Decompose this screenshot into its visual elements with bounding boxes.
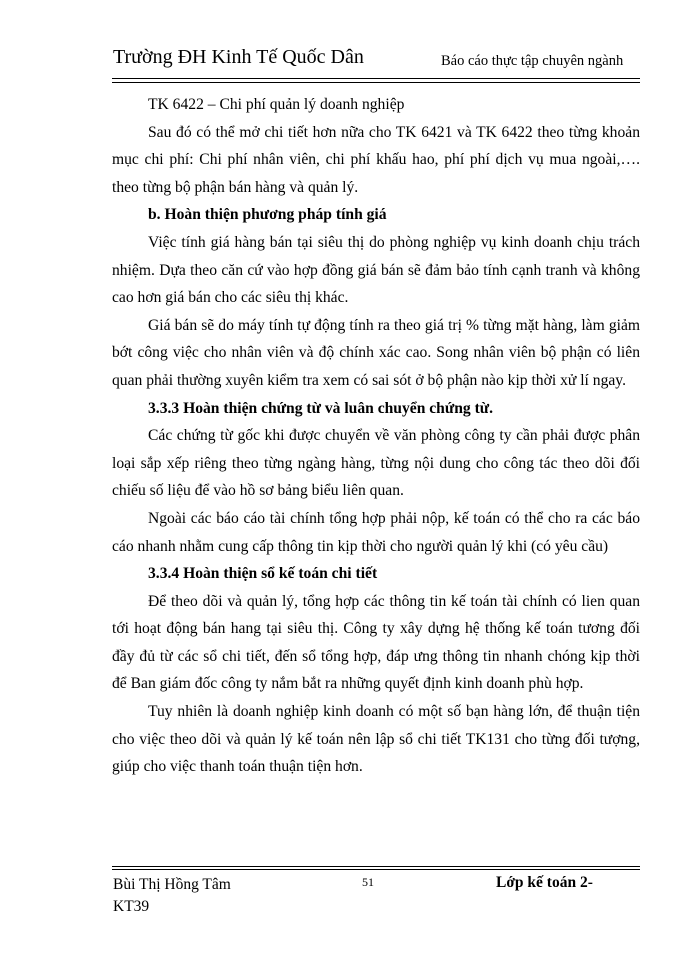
paragraph: Tuy nhiên là doanh nghiệp kinh doanh có một số bạn hàng lớn, để thuận tiện cho việc theo dõi và quản lý kế toán nên lập sổ chi tiết TK131 cho từng đối tượng, giúp cho việc thanh toán thuận tiện hơn. [112,703,640,776]
footer-author-name: Bùi Thị Hồng Tâm [113,876,231,893]
paragraph: Ngoài các báo cáo tài chính tổng hợp phải nộp, kế toán có thể cho ra các báo cáo nhanh nhằm cung cấp thông tin kịp thời cho người quản lý khi (có yêu cầu) [112,509,640,555]
footer-class-code: KT39 [113,898,150,915]
page-number: 51 [362,875,374,889]
footer-rule-bottom [112,869,640,870]
paragraph: Giá bán sẽ do máy tính tự động tính ra theo giá trị % từng mặt hàng, làm giảm bớt công việc cho nhân viên và độ chính xác cao. Song nhân viên bộ phận có liên quan phải thường xuyên kiểm tra xem có sai sót ở bộ phận nào kịp thời xử lí ngay. [112,316,640,389]
header-rule-bottom [112,82,640,83]
footer-class: Lớp kế toán 2- [496,874,593,891]
document-body [112,91,640,781]
paragraph: Việc tính giá hàng bán tại siêu thị do phòng nghiệp vụ kinh doanh chịu trách nhiệm. Dựa theo căn cứ vào hợp đồng giá bán sẽ đảm bảo tính cạnh tranh và không cao hơn giá bán cho các siêu thị khác. [112,233,640,307]
paragraph: Các chứng từ gốc khi được chuyển về văn phòng công ty cần phải được phân loại sắp xếp riêng theo từng ngàng hàng, từng nội dung cho công tác theo dõi đối chiếu số liệu để vào hồ sơ bảng biểu liên quan. [112,427,640,500]
header-school: Trường ĐH Kinh Tế Quốc Dân [113,46,364,68]
paragraph: Để theo dõi và quản lý, tổng hợp các thông tin kế toán tài chính có lien quan tới hoạt động bán hang tại siêu thị. Công ty xây dựng hệ thống kế toán tương đối đầy đủ từ các sổ chi tiết, đến sổ tổng hợp, đáp ưng thông tin nhanh chóng kịp thời để Ban giám đốc công ty nắm bắt ra những quyết định kinh doanh phù hợp. [112,592,640,693]
section-heading: 3.3.4 Hoàn thiện sổ kế toán chi tiết [148,565,378,583]
paragraph: TK 6422 – Chi phí quản lý doanh nghiệp [148,96,405,113]
footer-author [113,874,231,918]
section-heading: 3.3.3 Hoàn thiện chứng từ và luân chuyển chứng từ. [148,399,494,417]
header-rule-top [112,78,640,79]
paragraph: Sau đó có thể mở chi tiết hơn nữa cho TK 6421 và TK 6422 theo từng khoản mục chi phí: Chi phí nhân viên, chi phí khấu hao, phí phí dịch vụ mua ngoài,…. theo từng bộ phận bán hàng và quản lý. [112,123,640,196]
section-heading: b. Hoàn thiện phương pháp tính giá [148,206,387,224]
header-report-title: Báo cáo thực tập chuyên ngành [441,53,624,69]
footer-rule-top [112,866,640,867]
